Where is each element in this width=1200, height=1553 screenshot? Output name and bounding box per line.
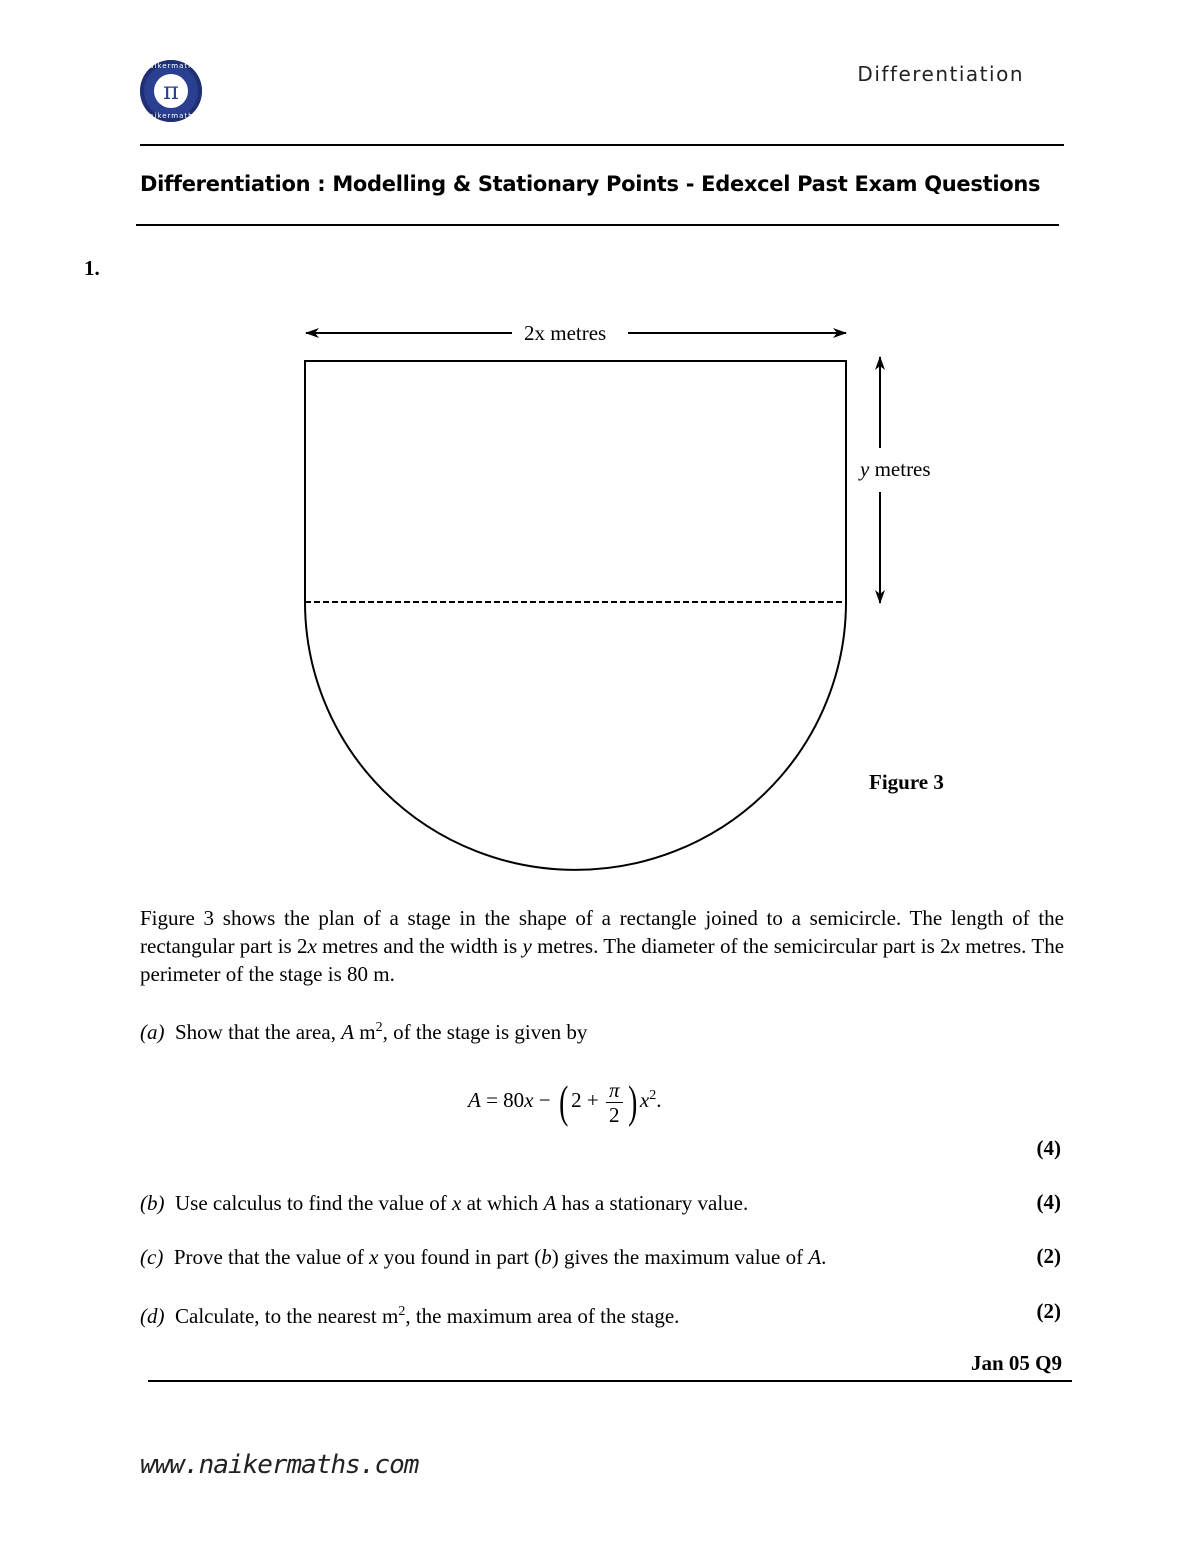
- figure-caption: Figure 3: [869, 770, 944, 794]
- width-label-var: 2x: [524, 321, 545, 345]
- part-b-marks: (4): [1036, 1190, 1061, 1214]
- website-link[interactable]: www.naikermaths.com: [140, 1450, 419, 1480]
- part-b: (b) Use calculus to find the value of x at which A has a stationary value.: [140, 1191, 749, 1215]
- question-source: Jan 05 Q9: [970, 1351, 1062, 1375]
- logo-ring-bottom-text: naikermaths: [143, 112, 199, 120]
- topic-label: Differentiation: [857, 62, 1024, 86]
- footer-rule: [148, 1380, 1072, 1382]
- page-title: Differentiation : Modelling & Stationary Points - Edexcel Past Exam Questions: [140, 172, 1041, 196]
- part-a: (a) Show that the area, A $m^2$, of the stage is given by: [140, 1020, 588, 1044]
- pi-over-two-fraction: $\frac{\pi}{2}$: [606, 1078, 623, 1127]
- stage-semicircle: [305, 602, 846, 870]
- height-label-unit: metres: [869, 457, 931, 481]
- part-c-marks: (2): [1036, 1244, 1061, 1268]
- part-a-label: (a): [140, 1020, 165, 1044]
- width-label-unit: metres: [545, 321, 607, 345]
- stage-rectangle: [305, 361, 846, 602]
- question-number: 1.: [84, 256, 100, 280]
- height-label: [860, 457, 931, 482]
- height-label-var: y: [860, 457, 870, 481]
- left-paren: (: [558, 1076, 569, 1127]
- pi-icon: π: [154, 74, 188, 108]
- part-c: (c) Prove that the value of x you found in part (b) gives the maximum value of A.: [140, 1245, 827, 1269]
- logo-ring-top-text: naikermaths: [143, 62, 199, 70]
- part-c-label: (c): [140, 1245, 164, 1269]
- part-d-label: (d): [140, 1304, 165, 1328]
- part-a-marks: (4): [1036, 1136, 1061, 1160]
- area-formula: A = 80x − ( 2 + $\frac{\pi}{2}$ ) $x^2$.: [468, 1072, 661, 1132]
- part-d-marks: (2): [1036, 1299, 1061, 1323]
- question-intro: Figure 3 shows the plan of a stage in the shape of a rectangle joined to a semicircle. The length of the rectangular part is 2x metres and the width is y metres. The diameter of the semicircular part is 2x metres. The perimeter of the stage is 80 m.: [140, 906, 1065, 986]
- width-label: [524, 321, 606, 346]
- right-paren: ): [627, 1076, 637, 1127]
- part-d: (d) Calculate, to the nearest $m^2$, the maximum area of the stage.: [140, 1304, 680, 1328]
- part-b-label: (b): [140, 1191, 165, 1215]
